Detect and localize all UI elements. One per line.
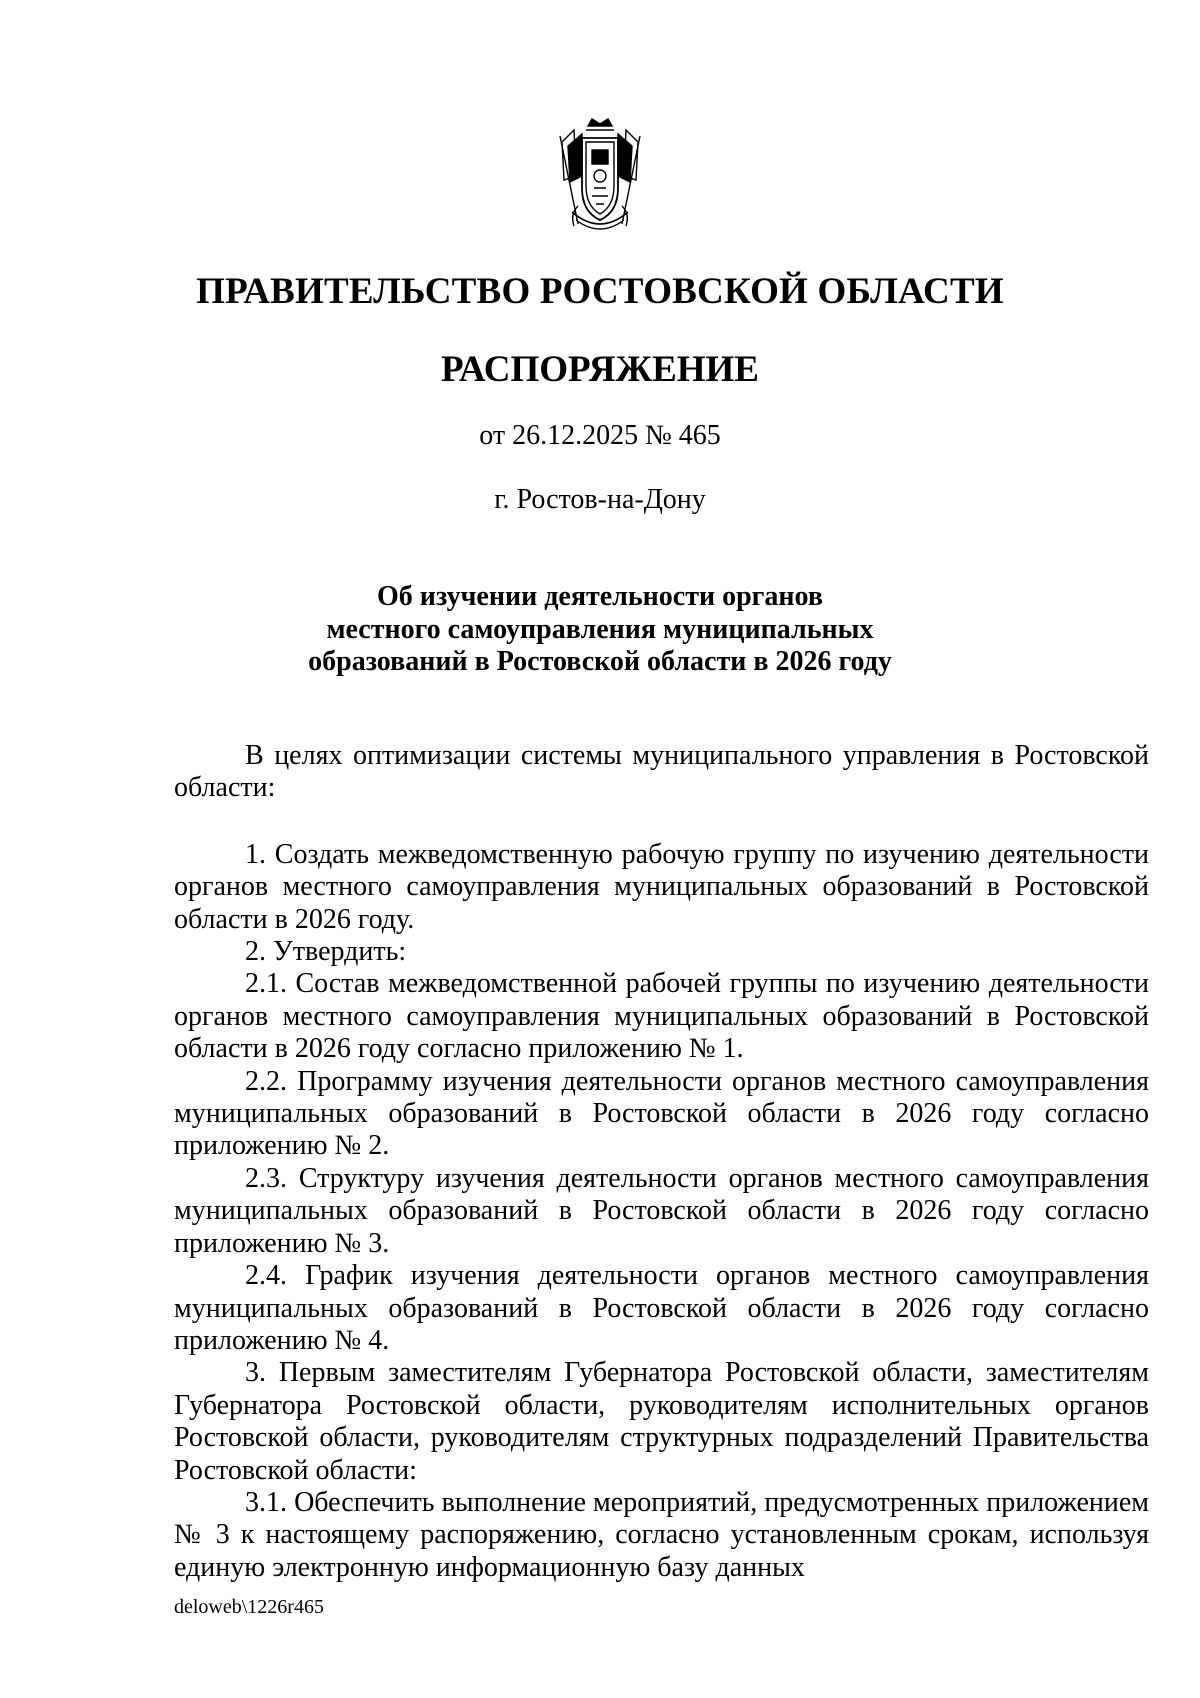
clause-3-1: 3.1. Обеспечить выполнение мероприятий, предусмотренных приложением № 3 к настоящему распоряжению, согласно установленным срокам, используя единую электронную информационную базу данных	[174, 1486, 1149, 1583]
subject-line: местного самоуправления муниципальных	[326, 613, 874, 645]
government-title: ПРАВИТЕЛЬСТВО РОСТОВСКОЙ ОБЛАСТИ	[196, 271, 1004, 312]
intro-paragraph: В целях оптимизации системы муниципального управления в Ростовской области:	[174, 740, 1149, 804]
document-type: РАСПОРЯЖЕНИЕ	[440, 349, 759, 390]
file-reference: deloweb\1226r465	[174, 1596, 324, 1618]
coat-of-arms-icon	[548, 116, 652, 238]
clause-2-1: 2.1. Состав межведомственной рабочей группы по изучению деятельности органов местного самоуправления муниципальных образований в Ростовской области в 2026 году согласно приложению № 1.	[174, 968, 1149, 1065]
clause-2-3: 2.3. Структуру изучения деятельности органов местного самоуправления муниципальных образований в Ростовской области в 2026 году согласно приложению № 3.	[174, 1162, 1149, 1259]
clause-2-2: 2.2. Программу изучения деятельности органов местного самоуправления муниципальных образований в Ростовской области в 2026 году согласно приложению № 2.	[174, 1065, 1149, 1162]
subject-line: образований в Ростовской области в 2026 году	[308, 646, 892, 677]
document-body	[174, 740, 1149, 1584]
document-city: г. Ростов-на-Дону	[494, 484, 706, 515]
clause-2-4: 2.4. График изучения деятельности органов местного самоуправления муниципальных образований в Ростовской области в 2026 году согласно приложению № 4.	[174, 1260, 1149, 1356]
document-date-number: от 26.12.2025 № 465	[479, 420, 721, 451]
clause-1: 1. Создать межведомственную рабочую группу по изучению деятельности органов местного самоуправления муниципальных образований в Ростовской области в 2026 году.	[174, 838, 1149, 935]
subject-line: Об изучении деятельности органов	[377, 581, 823, 612]
clause-2: 2. Утвердить:	[245, 936, 407, 968]
document-subject	[0, 581, 1200, 679]
clause-3: 3. Первым заместителям Губернатора Ростовской области, заместителям Губернатора Ростовской области, руководителям исполнительных органов Ростовской области, руководителям структурных подразделений Правительства Ростовской области:	[174, 1357, 1149, 1486]
